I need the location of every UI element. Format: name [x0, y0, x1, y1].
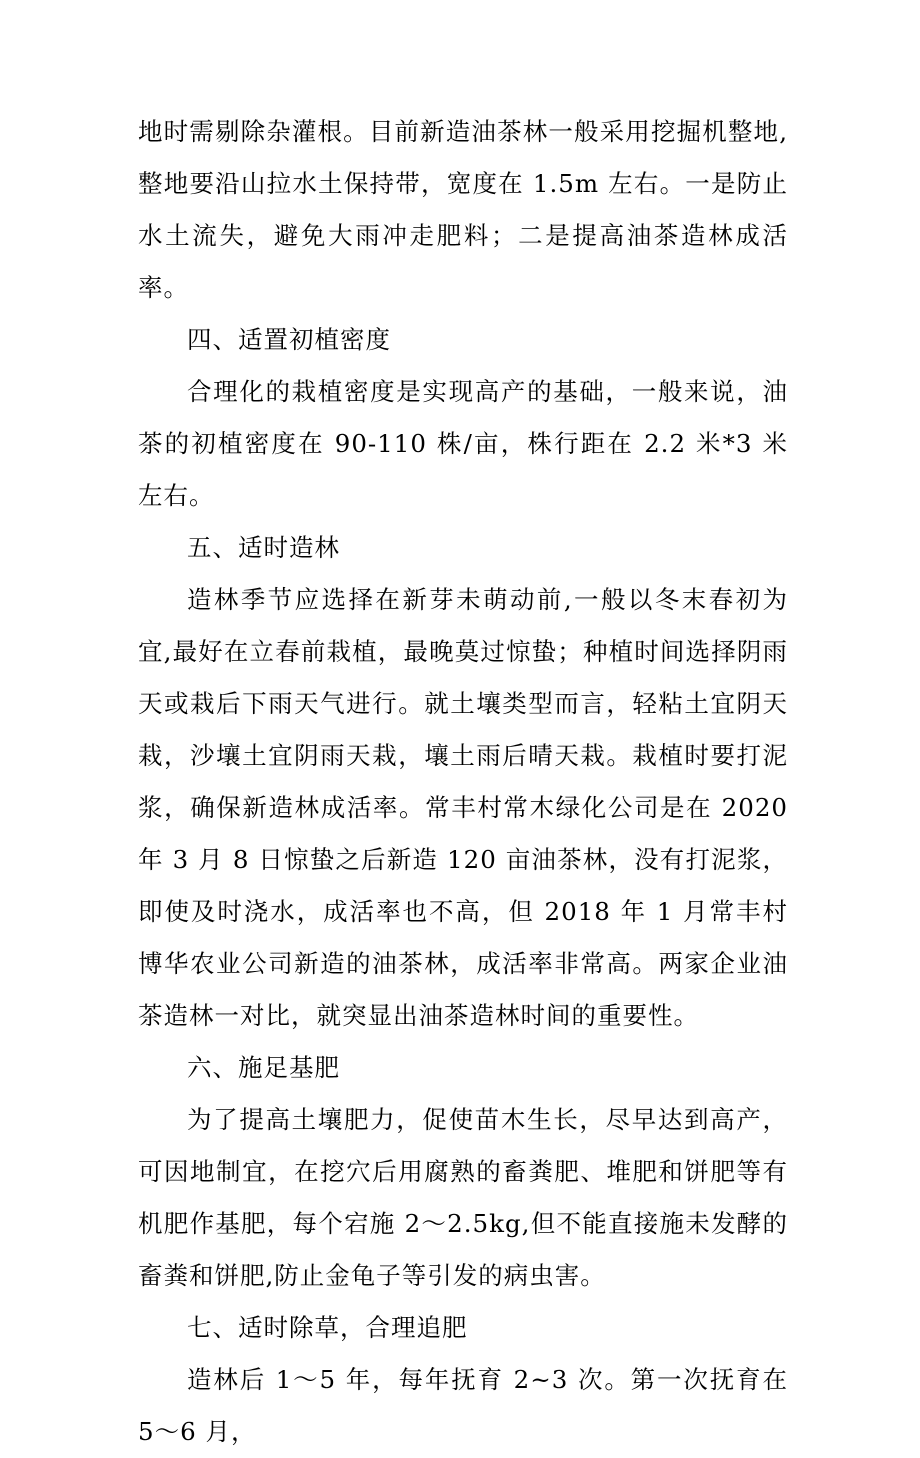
section-heading-weeding-topdressing: 七、适时除草，合理追肥	[187, 1313, 468, 1342]
paragraph-weeding-topdressing: 造林后 1～5 年，每年抚育 2~3 次。第一次抚育在 5～6 月，	[138, 1365, 788, 1446]
paragraph-planting-density: 合理化的栽植密度是实现高产的基础，一般来说，油茶的初植密度在 90-110 株/亩，株行距在 2.2 米*3 米左右。	[138, 377, 788, 510]
section-heading-base-fertilizer: 六、施足基肥	[187, 1053, 340, 1082]
paragraph-timely-afforestation: 造林季节应选择在新芽未萌动前,一般以冬末春初为宜,最好在立春前栽植，最晚莫过惊蛰；种植时间选择阴雨天或栽后下雨天气进行。就土壤类型而言，轻粘土宜阴天栽，沙壤土宜阴雨天栽，壤土雨后晴天栽。栽植时要打泥浆，确保新造林成活率。常丰村常木绿化公司是在 2020 年 3 月 8 日惊蛰之后新造 120 亩油茶林，没有打泥浆，即使及时浇水，成活率也不高，但 2018 年 1 月常丰村博华农业公司新造的油茶林，成活率非常高。两家企业油茶造林一对比，就突显出油茶造林时间的重要性。	[138, 585, 788, 1030]
paragraph-site-preparation: 地时需剔除杂灌根。目前新造油茶林一般采用挖掘机整地,整地要沿山拉水土保持带，宽度在 1.5m 左右。一是防止水土流失，避免大雨冲走肥料；二是提高油茶造林成活率。	[138, 117, 788, 302]
section-heading-timely-afforestation: 五、适时造林	[187, 533, 340, 562]
section-heading-planting-density: 四、适置初植密度	[187, 325, 391, 354]
document-page	[138, 106, 788, 1458]
paragraph-base-fertilizer: 为了提高土壤肥力，促使苗木生长，尽早达到高产，可因地制宜，在挖穴后用腐熟的畜粪肥、堆肥和饼肥等有机肥作基肥，每个宕施 2～2.5kg,但不能直接施未发酵的畜粪和饼肥,防止金龟子等引发的病虫害。	[138, 1105, 788, 1290]
